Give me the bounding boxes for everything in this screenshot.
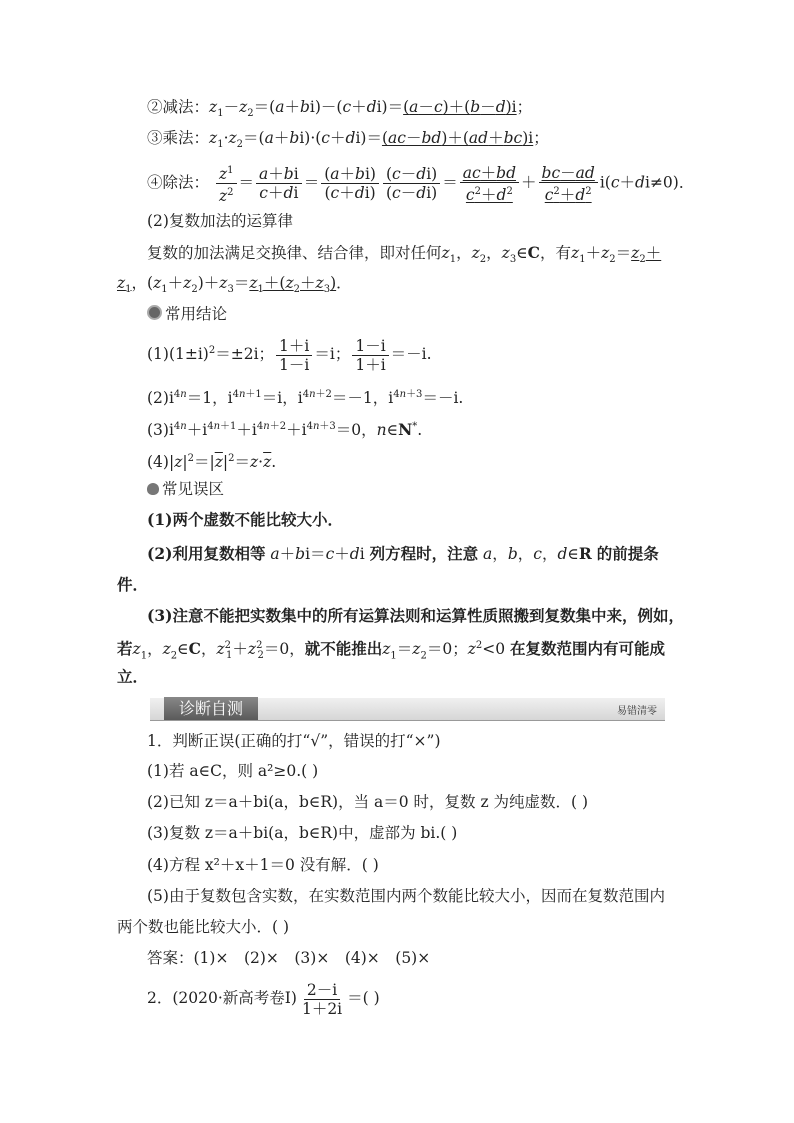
conclusion-3: $(3)i^{4n}+i^{4n+1}+i^{4n+2}+i^{4n+3}=0$，n∈N*. <box>147 420 423 440</box>
q1-statement-3: (3)复数 z＝a＋bi(a，b∈R)中，虚部为 bi.( ) <box>147 824 458 842</box>
conclusions-heading: 常用结论 <box>147 303 227 325</box>
q1-statement-4: (4)方程 x²＋x＋1＝0 没有解．( ) <box>147 856 379 874</box>
q1-statement-5-cont: 两个数也能比较大小．( ) <box>117 918 290 936</box>
conclusion-1: $(1)(1\pm i)^2=\pm 2i$； $\frac{1+i}{1-i}$ ＝i； $\frac{1-i}{1+i}$ ＝－i. <box>147 336 432 374</box>
q1-statement-5: (5)由于复数包含实数，在实数范围内两个数能比较大小，因而在复数范围内 <box>147 887 665 905</box>
banner-title: 诊断自测 <box>164 697 258 720</box>
q1-answer: 答案：(1)× (2)× (3)× (4)× (5)× <box>147 949 431 967</box>
subtraction-rule: ②减法：$z_1-z_2=(a+bi)-(c+di)=(a-c)+(b-d)i$； <box>147 98 533 120</box>
law-text-cont: $z_1$，$(z_1+z_2)+z_3=z_1+(z_2+z_3)$． <box>117 274 352 296</box>
q1-statement-2: (2)已知 z＝a＋bi(a，b∈R)，当 a＝0 时，复数 z 为纯虚数．( ) <box>147 793 589 811</box>
division-label: ④除法： <box>147 173 210 192</box>
law-heading: (2)复数加法的运算律 <box>147 212 293 230</box>
conclusion-4: $(4)|z|^2=|\overline{z}|^2=z\cdot\overline{z}$. <box>147 453 277 472</box>
q2-stem: 2．(2020·新高考卷Ⅰ) $\frac{2-i}{1+2i}$ ＝( ) <box>147 980 380 1018</box>
target-icon <box>147 305 162 320</box>
conclusion-2: $(2)i^{4n}=1$，$i^{4n+1}=i$，$i^{4n+2}=-1$，$i^{4n+3}=-i$. <box>147 389 464 408</box>
mistake-3-end: 立． <box>117 667 149 686</box>
law-text: 复数的加法满足交换律、结合律，即对任何$z_1$，$z_2$，$z_3\in C$，有$z_1+z_2=z_2+$ <box>147 243 662 266</box>
multiplication-label: ③乘法： <box>147 129 210 147</box>
multiplication-rule: ③乘法：$z_1\cdot z_2=(a+bi)\cdot(c+di)=(ac-bd)+(ad+bc)i$； <box>147 129 549 151</box>
subtraction-label: ②减法： <box>147 98 210 116</box>
q1-statement-1: (1)若 a∈C，则 a²≥0.( ) <box>147 762 319 780</box>
mistake-3-cont: 若$z_1$，$z_2\in C$，$z^2_1+z^2_2=0$，就不能推出$z_1=z_2=0$；$z^2<0$ 在复数范围内有可能成 <box>117 639 666 662</box>
q1-stem: 1．判断正误(正确的打“√”，错误的打“×”) <box>147 732 441 750</box>
division-rule: ④除法： $\frac{z^1}{z^2}$ ＝ $\frac{a+bi}{c+di}$ ＝ $\frac{(a+bi)}{(c+di)}$ $\frac{(c-di)}{(c-di)}$ ＝ $\frac{ac+bd}{c^2+d^2}$ ＋ $\frac{bc-ad}{c^2+d^2}$ i(c＋di≠0)． <box>147 163 695 206</box>
mistake-3: (3)注意不能把实数集中的所有运算法则和运算性质照搬到复数集中来，例如， <box>147 606 684 625</box>
bulb-icon <box>147 483 159 495</box>
mistake-2: (2)利用复数相等 a＋bi＝c＋di 列方程时，注意 a，b，c，d∈R 的前提条 <box>147 544 659 563</box>
section-banner <box>150 698 665 721</box>
banner-tag: 易错清零 <box>617 706 657 717</box>
mistake-1: (1)两个虚数不能比较大小． <box>147 510 343 529</box>
mistakes-heading: 常见误区 <box>147 478 224 500</box>
mistake-2-cont: 件． <box>117 575 149 594</box>
